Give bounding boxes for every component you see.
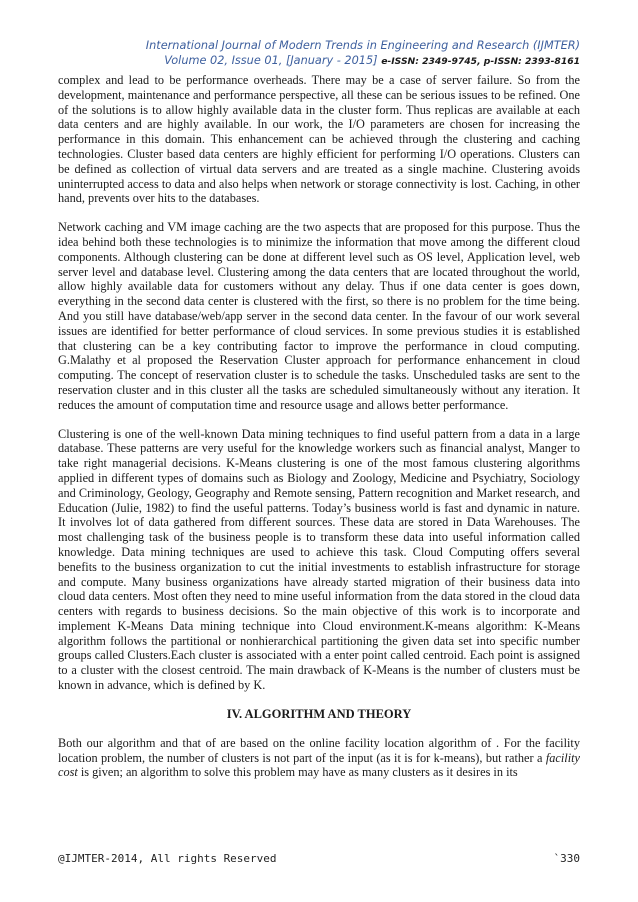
journal-header bbox=[60, 38, 580, 69]
paragraph-3: Clustering is one of the well-known Data mining techniques to find useful pattern from a data in a large database. These patterns are very useful for the knowledge workers such as financial analyst, Manger to take right managerial decisions. K-Means clustering is one of the most famous clustering algorithms applied in different types of domains such as Biology and Zoology, Medicine and Psychiatry, Sociology and Criminology, Geology, Geography and Remote sensing, Pattern recognition and Market research, and Education (Julie, 1982) to find the useful patterns. Today’s business world is fast and dynamic in nature. It involves lot of data gathered from different sources. These data are stored in Data Warehouses. The most challenging task of the business people is to transform these data into useful information called knowledge. Data mining techniques are used to achieve this task. Cloud Computing offers several benefits to the business organization to cut the initial investments to establish infrastructure for storage and compute. Many business organizations have already started migration of their business data into cloud data centers. Most often they need to mine useful information from the data stored in the cloud data centers with regards to business decisions. So the main objective of this work is to incorporate and implement K-Means Data mining technique into Cloud environment.K-means algorithm: K-Means algorithm follows the partitional or nonhierarchical partitioning the given data set into specific number groups called Clusters.Each cluster is associated with a enter point called centroid. Each point is assigned to a cluster with the closest centroid. The main drawback of K-Means is the number of clusters must be known in advance, which is defined by K. bbox=[58, 426, 580, 693]
paragraph-2: Network caching and VM image caching are the two aspects that are proposed for this purpose. Thus the idea behind both these technologies is to minimize the information that move among the different cloud components. Although clustering can be done at different level such as OS level, Application level, web server level and database level. Clustering among the data centers that are located throughout the world, allow highly available data for customers without any delay. Thus if one data center is goes down, everything in the second data center is clustered with the first, so there is no problem for the time being. And you still have database/web/app server in the second data center. In the favour of our work several issues are identified for better performance of cloud services. In some previous studies it is established that clustering can be a key contributing factor to improve the performance in cloud computing. G.Malathy et al proposed the Reservation Cluster approach for performance enhancement in cloud computing. The concept of reservation cluster is to schedule the tasks. Unscheduled tasks are sent to the reservation cluster and in this cluster all the tasks are scheduled simultaneously without any iteration. It reduces the amount of computation time and resource usage and allows better performance. bbox=[58, 220, 580, 412]
paragraph-4-end: is given; an algorithm to solve this problem may have as many clusters as it desires in its bbox=[77, 765, 518, 780]
page-number: `330 bbox=[553, 852, 580, 865]
page-footer bbox=[58, 852, 580, 865]
section-heading: IV. ALGORITHM AND THEORY bbox=[226, 706, 412, 721]
journal-issn: e-ISSN: 2349-9745, p-ISSN: 2393-8161 bbox=[381, 56, 580, 67]
journal-volume-line bbox=[60, 53, 580, 69]
facility-cost-term: facility cost bbox=[58, 750, 580, 780]
copyright-notice: @IJMTER-2014, All rights Reserved bbox=[58, 852, 277, 865]
paragraph-4-start: Both our algorithm and that of are based on the online facility location algorithm of . For the facility location problem, the number of clusters is not part of the input (as it is for k-means), but rather a bbox=[58, 735, 580, 765]
paragraph-1: complex and lead to be performance overheads. There may be a case of server failure. So from the development, maintenance and performance perspective, all these can be serious issues to be refined. One of the solutions is to allow highly available data in the cluster form. Thus replicas are available at each data centers and are highly available. In our work, the I/O parameters are chosen for increasing the performance in this domain. This enhancement can be achieved through the clustering and caching technologies. Cluster based data centers are highly efficient for performing I/O operations. Clusters can be defined as collection of virtual data servers and are treated as a single machine. Clustering avoids uninterrupted access to data and also helps when network or storage connectivity is lost. Caching, in other hand, prevents over hits to the databases. bbox=[58, 73, 580, 206]
journal-title: International Journal of Modern Trends in Engineering and Research (IJMTER) bbox=[145, 39, 580, 52]
page-body bbox=[58, 73, 580, 794]
paragraph-4 bbox=[58, 736, 580, 780]
journal-volume: Volume 02, Issue 01, [January - 2015] bbox=[164, 54, 378, 67]
